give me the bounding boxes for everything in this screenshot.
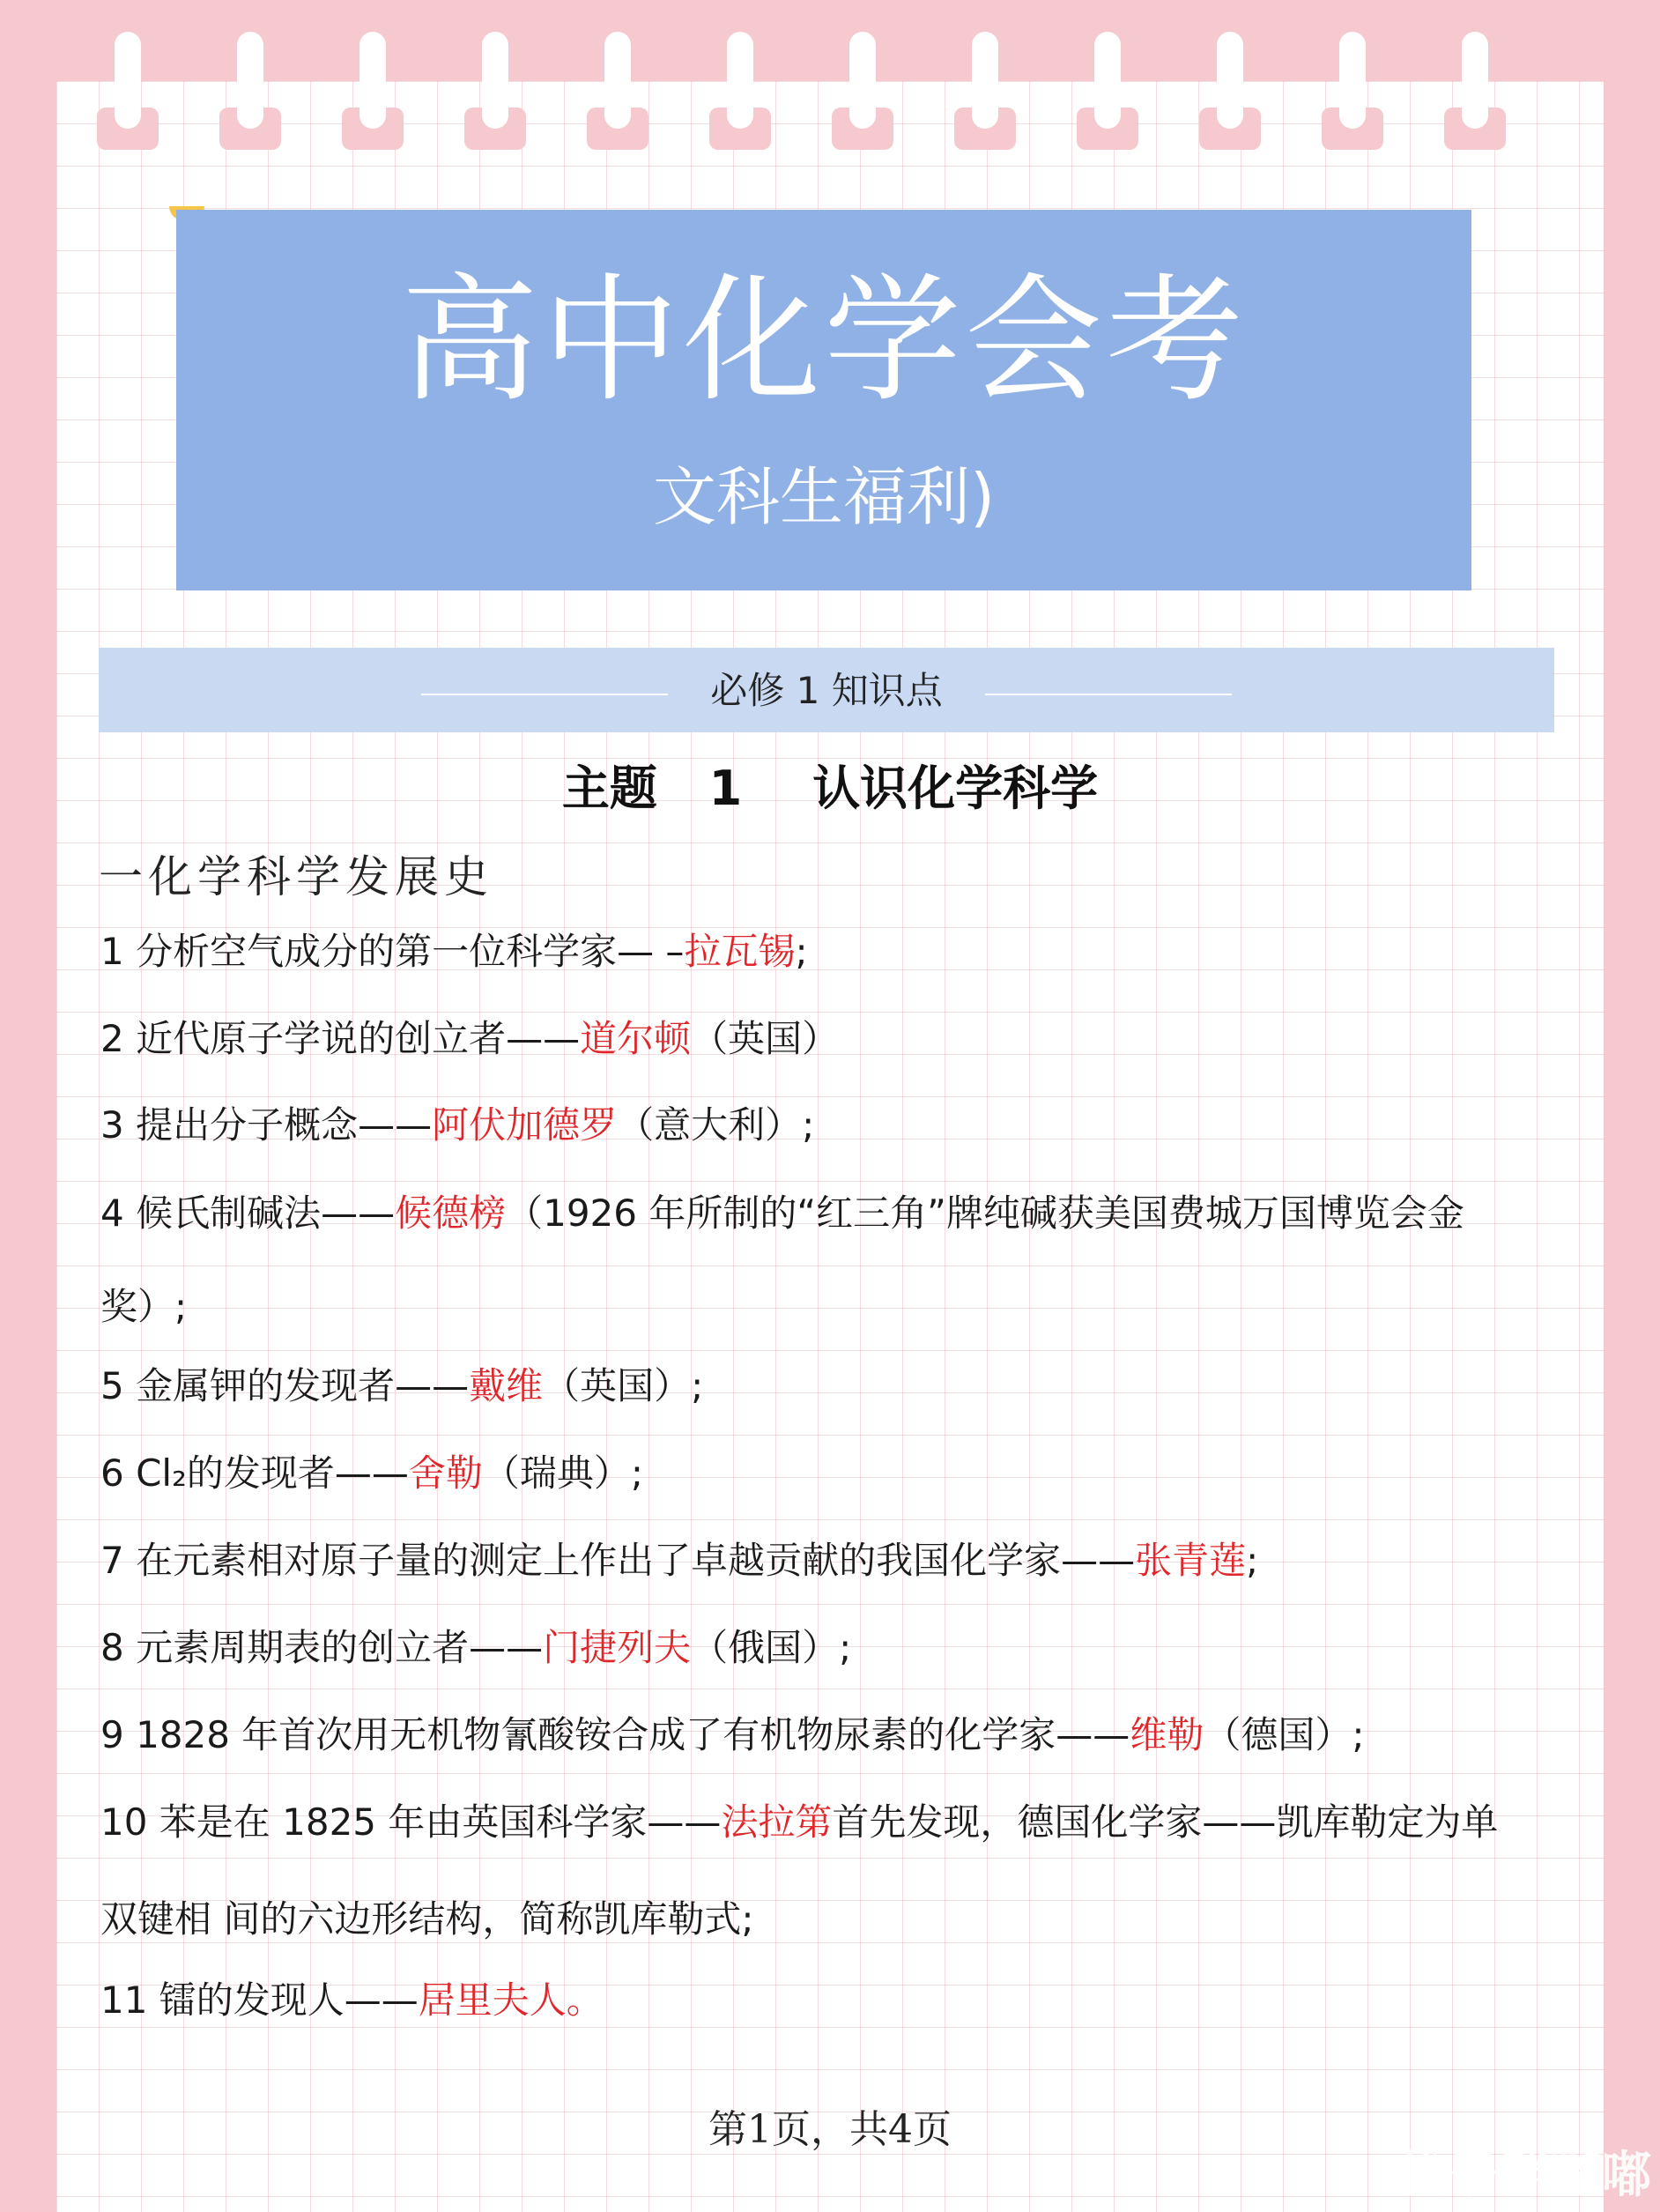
list-item: 10 苯是在 1825 年由英国科学家——法拉第首先发现，德国化学家——凯库勒定为单 <box>100 1800 1499 1844</box>
list-item: 4 候氏制碱法——候德榜（1926 年所制的“红三角”牌纯碱获美国费城万国博览会金 <box>100 1191 1464 1235</box>
page-subtitle: 文科生福利) <box>652 460 996 534</box>
list-item: 8 元素周期表的创立者——门捷列夫（俄国）; <box>100 1626 852 1669</box>
topic-number: 主题 1 <box>561 761 743 816</box>
list-item: 2 近代原子学说的创立者——道尔顿（英国） <box>100 1017 840 1060</box>
watermark: 松子胖嘟嘟 <box>1397 2147 1653 2204</box>
topic-title <box>0 751 1660 819</box>
page-title: 高中化学会考 <box>401 260 1247 420</box>
topic-name: 认识化学科学 <box>812 761 1099 816</box>
list-item: 6 Cl₂的发现者——舍勒（瑞典）; <box>100 1451 644 1495</box>
list-item-continuation: 奖）; <box>100 1285 188 1328</box>
list-item: 11 镭的发现人——居里夫人。 <box>100 1978 604 2022</box>
list-item: 9 1828 年首次用无机物氰酸铵合成了有机物尿素的化学家——维勒（德国）; <box>100 1713 1365 1756</box>
list-item: 3 提出分子概念——阿伏加德罗（意大利）; <box>100 1103 815 1147</box>
title-banner <box>176 210 1471 590</box>
list-item-continuation: 双键相 间的六边形结构，简称凯库勒式; <box>100 1897 754 1941</box>
section-label: 必修 1 知识点 <box>710 669 943 712</box>
section-bar <box>99 648 1554 732</box>
section-heading: 一化学科学发展史 <box>99 851 493 902</box>
list-item: 1 分析空气成分的第一位科学家— –拉瓦锡; <box>100 930 808 973</box>
list-item: 5 金属钾的发现者——戴维（英国）; <box>100 1364 704 1407</box>
binder-rings <box>97 32 1568 164</box>
list-item: 7 在元素相对原子量的测定上作出了卓越贡献的我国化学家——张青莲; <box>100 1539 1259 1582</box>
page-number: 第1页，共4页 <box>708 2107 952 2152</box>
